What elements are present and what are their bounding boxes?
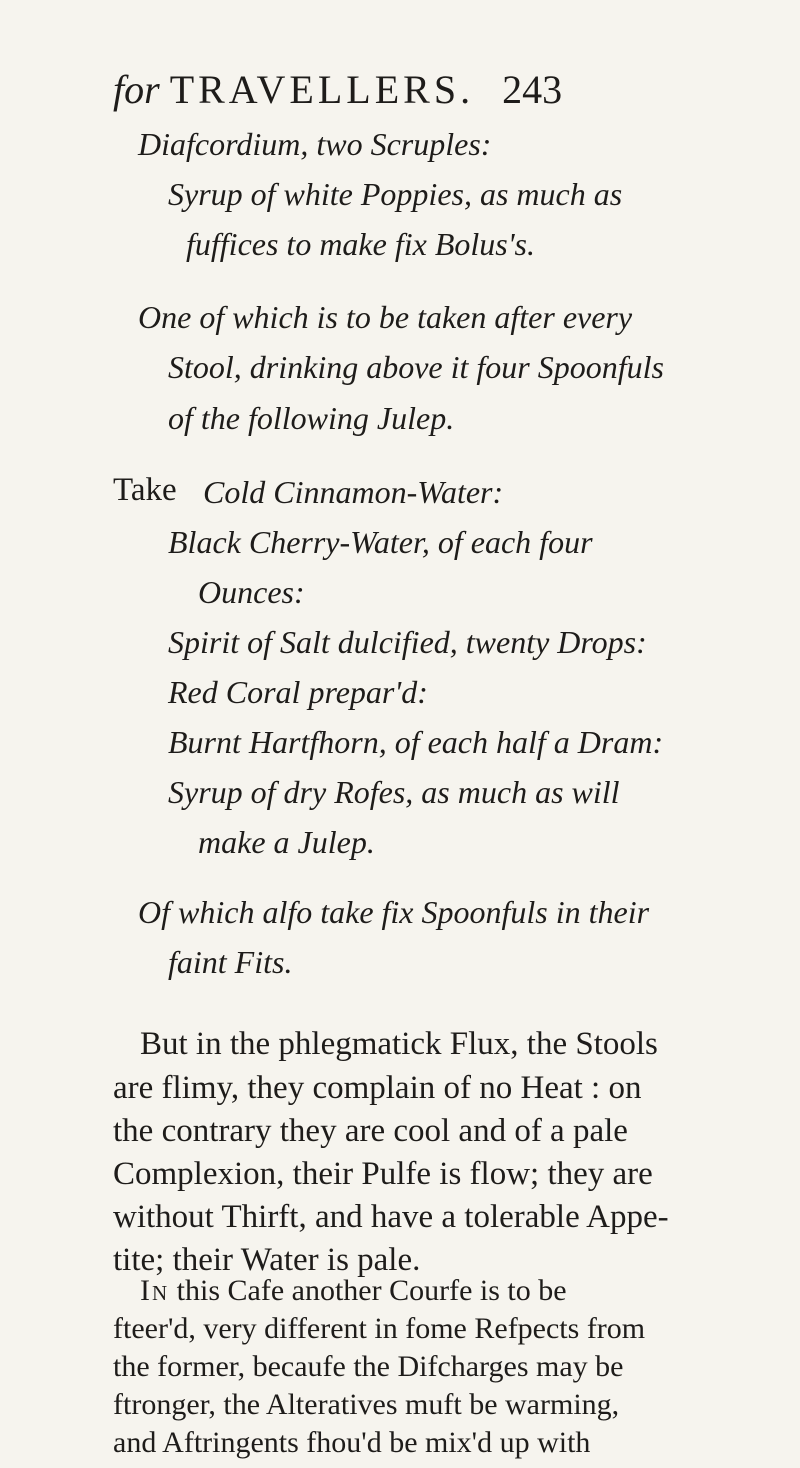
paragraph-line: the former, becaufe the Difcharges may be	[113, 1350, 624, 1383]
recipe-ingredient: Spirit of Salt dulcified, twenty Drops:	[168, 624, 647, 660]
header-title: TRAVELLERS.	[169, 67, 475, 112]
paragraph-line: are flimy, they complain of no Heat : on	[113, 1070, 642, 1106]
instruction-line: of the following Julep.	[168, 400, 455, 436]
paragraph-line: But in the phlegmatick Flux, the Stools	[140, 1026, 658, 1062]
instruction-line: faint Fits.	[168, 944, 293, 980]
paragraph-line: tite; their Water is pale.	[113, 1242, 421, 1278]
recipe-ingredient: Black Cherry-Water, of each four	[168, 524, 593, 560]
paragraph-line: ftronger, the Alteratives muft be warming,	[113, 1388, 620, 1421]
recipe-ingredient: make a Julep.	[198, 824, 375, 860]
prescription-line: Diafcordium, two Scruples:	[138, 126, 492, 162]
recipe-ingredient: Syrup of dry Rofes, as much as will	[168, 774, 620, 810]
running-header	[113, 67, 563, 112]
paragraph-line: and Aftringents fhou'd be mix'd up with	[113, 1426, 591, 1459]
page-number: 243	[502, 67, 563, 112]
prescription-line: fuffices to make fix Bolus's.	[186, 226, 535, 262]
instruction-line: One of which is to be taken after every	[138, 299, 633, 335]
paragraph-line: without Thirft, and have a tolerable Appe-	[113, 1199, 669, 1235]
paragraph-line: fteer'd, very different in fome Refpects from	[113, 1312, 646, 1345]
paragraph-line: the contrary they are cool and of a pale	[113, 1113, 628, 1149]
recipe-ingredient: Cold Cinnamon-Water:	[203, 474, 504, 510]
small-caps-lead: In	[140, 1274, 170, 1307]
paragraph-line	[140, 1276, 567, 1306]
recipe-ingredient: Red Coral prepar'd:	[168, 674, 428, 710]
instruction-line: Stool, drinking above it four Spoonfuls	[168, 349, 664, 385]
paragraph-line: Complexion, their Pulfe is flow; they are	[113, 1156, 653, 1192]
instruction-line: Of which alfo take fix Spoonfuls in their	[138, 894, 650, 930]
recipe-ingredient: Burnt Hartfhorn, of each half a Dram:	[168, 724, 664, 760]
recipe-ingredient: Ounces:	[198, 574, 305, 610]
paragraph-text: this Cafe another Courfe is to be	[176, 1274, 567, 1307]
recipe-take-word: Take	[113, 472, 177, 508]
header-for: for	[113, 67, 160, 112]
prescription-line: Syrup of white Poppies, as much as	[168, 176, 623, 212]
